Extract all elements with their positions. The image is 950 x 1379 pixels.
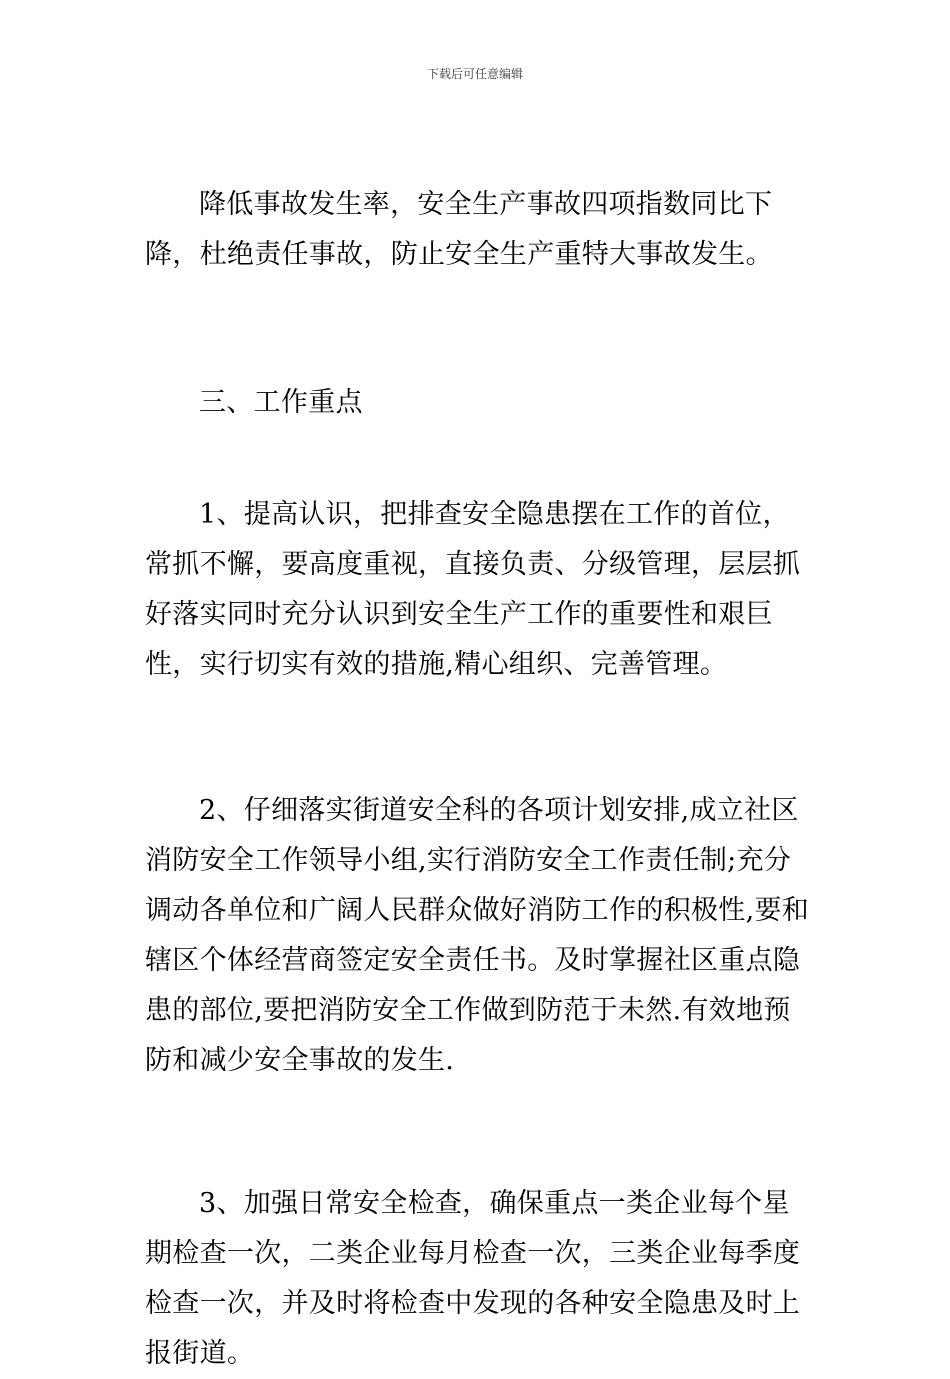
document-body: [145, 180, 810, 1379]
section-heading: 三、工作重点: [199, 387, 363, 418]
paragraph-item-1: 1、提高认识，把排查安全隐患摆在工作的首位，常抓不懈，要高度重视，直接负责、分级管理，层层抓好落实同时充分认识到安全生产工作的重要性和艰巨性，实行切实有效的措施,精心组织、完善管理。: [145, 499, 801, 680]
paragraph-intro: 降低事故发生率，安全生产事故四项指数同比下降，杜绝责任事故，防止安全生产重特大事故发生。: [145, 189, 773, 270]
paragraph-item-2: 2、仔细落实街道安全科的各项计划安排,成立社区消防安全工作领导小组,实行消防安全工作责任制;充分调动各单位和广阔人民群众做好消防工作的积极性,要和辖区个体经营商签定安全责任书。及时掌握社区重点隐患的部位,要把消防安全工作做到防范于未然.有效地预防和减少安全事故的发生.: [145, 795, 810, 1076]
paragraph-item-3: 3、加强日常安全检查，确保重点一类企业每个星期检查一次，二类企业每月检查一次，三类企业每季度检查一次，并及时将检查中发现的各种安全隐患及时上报街道。: [145, 1188, 801, 1369]
header-note: 下载后可任意编辑: [426, 67, 523, 81]
